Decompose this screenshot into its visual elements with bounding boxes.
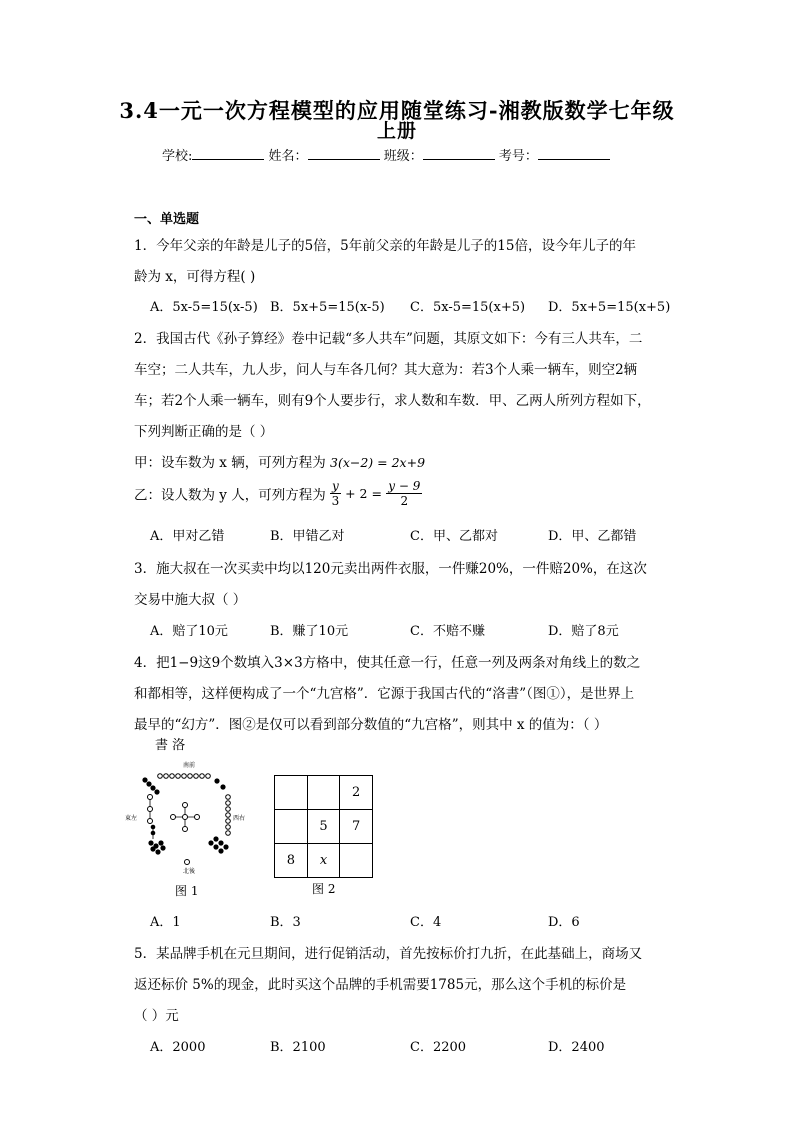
eight-black-dots	[148, 825, 165, 855]
q2-jia-equation: 3(x−2) = 2x+9	[330, 455, 426, 470]
q2-text-line1: 2．我国古代《孙子算经》卷中记载“多人共车”问题，其原文如下：今有三人共车，二	[134, 331, 643, 347]
q2-text-line2: 车空；二人共车，九人步，问人与车各几何？其大意为：若3个人乘一辆车，则空2辆	[134, 362, 638, 378]
q5-option-c[interactable]: C．2200	[410, 1040, 467, 1055]
q2-jia-text: 甲：设车数为 x 辆，可列方程为	[134, 455, 326, 471]
q5-text-line1: 5．某品牌手机在元旦期间，进行促销活动，首先按标价打九折，在此基础上，商场又	[134, 946, 643, 962]
q4-option-b[interactable]: B．3	[270, 915, 301, 930]
q5-option-d[interactable]: D．2400	[548, 1040, 605, 1055]
exam-number-blank[interactable]	[538, 148, 610, 160]
nine-white-dots	[158, 774, 211, 779]
grid-cell: 7	[340, 810, 373, 844]
grid-cell	[275, 776, 308, 810]
exam-number-label: 考号：	[498, 149, 538, 164]
magic-square-grid	[274, 775, 373, 868]
q3-text-line1: 3．施大叔在一次买卖中均以120元卖出两件衣服，一件赚20%，一件赔20%，在这次	[134, 561, 647, 577]
q2-jia-statement	[134, 451, 425, 471]
three-white-dots	[148, 795, 153, 824]
q2-yi-denominator-2: 2	[400, 494, 409, 508]
q3-option-d[interactable]: D．赔了8元	[548, 624, 619, 639]
q2-text-line4: 下列判断正确的是（ ）	[134, 424, 274, 440]
fig1-south-label: 南前	[183, 762, 196, 769]
name-label: 姓名：	[268, 149, 308, 164]
q3-option-b[interactable]: B．赚了10元	[270, 624, 349, 639]
fig2-caption: 图 2	[312, 882, 336, 896]
q4-option-a[interactable]: A．1	[150, 915, 181, 930]
document-title-line2: 上册	[376, 120, 417, 142]
q1-option-d[interactable]: D．5x+5=15(x+5)	[548, 300, 671, 315]
q4-text-line2: 和都相等，这样便构成了一个“九宫格”．它源于我国古代的“洛書”（图①），是世界上	[134, 686, 635, 702]
name-blank[interactable]	[308, 148, 380, 160]
school-blank[interactable]	[192, 148, 264, 160]
luoshu-figure	[125, 735, 255, 900]
class-blank[interactable]	[423, 148, 495, 160]
q2-option-c[interactable]: C．甲、乙都对	[410, 529, 498, 544]
q2-option-b[interactable]: B．甲错乙对	[270, 529, 345, 544]
student-info-line	[162, 145, 610, 164]
q2-yi-fraction-2	[386, 479, 422, 508]
q4-text-line1: 4．把1−9这9个数填入3×3方格中，使其任意一行，任意一列及两条对角线上的数之	[134, 655, 641, 671]
q1-option-c[interactable]: C．5x-5=15(x+5)	[410, 300, 526, 315]
q2-option-d[interactable]: D．甲、乙都错	[548, 529, 637, 544]
q5-text-line2: 返还标价 5%的现金，此时买这个品牌的手机需要1785元，那么这个手机的标价是	[134, 977, 627, 993]
grid-cell	[307, 776, 340, 810]
q1-text-line1: 1．今年父亲的年龄是儿子的5倍，5年前父亲的年龄是儿子的15倍，设今年儿子的年	[134, 238, 636, 254]
school-label: 学校:	[162, 149, 193, 164]
seven-white-dots	[226, 795, 231, 836]
q3-option-a[interactable]: A．赔了10元	[150, 624, 228, 639]
q2-yi-denominator-1: 3	[331, 494, 340, 508]
fig1-west-label: 西右	[233, 815, 246, 822]
fig1-title: 書 洛	[155, 738, 186, 753]
grid-cell: 8	[275, 844, 308, 878]
fig1-caption: 图 1	[175, 884, 199, 898]
grid-cell	[275, 810, 308, 844]
q2-yi-text: 乙：设人数为 y 人，可列方程为	[134, 487, 326, 504]
grid-cell: 2	[340, 776, 373, 810]
fig1-north-label: 北後	[183, 868, 196, 875]
q2-yi-middle: + 2 =	[345, 486, 382, 501]
six-black-dots	[208, 836, 228, 853]
grid-cell-x: x	[307, 844, 340, 878]
q2-yi-numerator-1: y	[332, 479, 339, 493]
q1-option-b[interactable]: B．5x+5=15(x-5)	[270, 300, 385, 315]
q5-option-b[interactable]: B．2100	[270, 1040, 326, 1055]
q2-yi-numerator-2: y − 9	[388, 479, 421, 493]
q1-option-a[interactable]: A．5x-5=15(x-5)	[150, 300, 258, 315]
q3-option-c[interactable]: C．不赔不赚	[410, 624, 485, 639]
grid-cell	[340, 844, 373, 878]
q2-yi-statement	[134, 479, 422, 508]
q5-text-line3: （ ）元	[134, 1008, 179, 1024]
q4-option-c[interactable]: C．4	[410, 915, 442, 930]
one-white-dot	[185, 860, 190, 865]
q2-text-line3: 车；若2个人乘一辆车，则有9个人要步行，求人数和车数．甲、乙两人所列方程如下，	[134, 393, 651, 409]
q2-yi-fraction-1	[330, 479, 341, 508]
center-five-dots	[171, 803, 200, 832]
q2-option-a[interactable]: A．甲对乙错	[150, 529, 225, 544]
q4-option-d[interactable]: D．6	[548, 915, 580, 930]
document-title-line1: 3.4一元一次方程模型的应用随堂练习-湘教版数学七年级	[119, 98, 675, 123]
grid-cell: 5	[307, 810, 340, 844]
section-heading: 一、单选题	[134, 212, 200, 227]
q4-text-line3: 最早的“幻方”．图②是仅可以看到部分数值的“九宫格”，则其中 x 的值为：（ ）	[134, 717, 608, 733]
q3-text-line2: 交易中施大叔（ ）	[134, 592, 247, 608]
fig1-east-label: 東左	[125, 815, 138, 822]
q1-text-line2: 龄为 x，可得方程( )	[134, 269, 256, 285]
q5-option-a[interactable]: A．2000	[150, 1040, 206, 1055]
four-black-dots	[142, 777, 159, 794]
class-label: 班级：	[383, 149, 423, 164]
two-black-dots	[214, 778, 225, 789]
